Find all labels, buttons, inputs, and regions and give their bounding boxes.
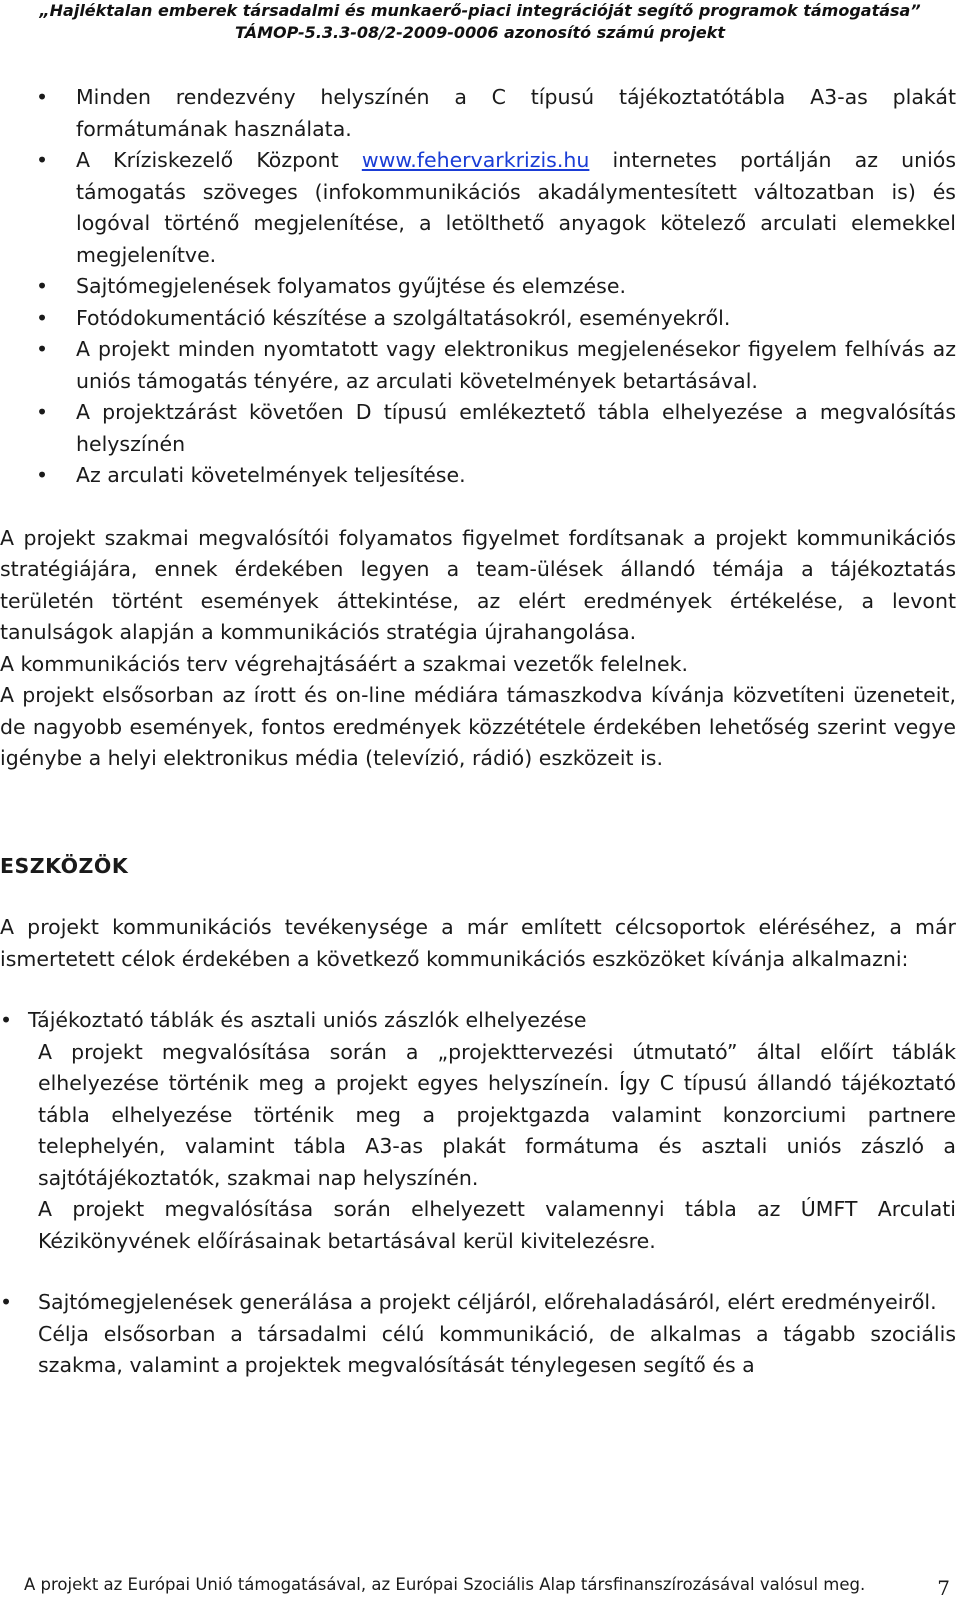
paragraph-block xyxy=(0,523,956,775)
tool-item xyxy=(0,1005,956,1257)
tool-title: Sajtómegjelenések generálása a projekt céljáról, előrehaladásáról, elért eredményeiről. xyxy=(38,1290,937,1314)
page-footer xyxy=(24,1574,950,1600)
list-item: • A projekt minden nyomtatott vagy elektronikus megjelenésekor figyelem felhívás az uniós támogatás tényére, az arculati követelmények betartásával. xyxy=(0,334,956,397)
paragraph: A kommunikációs terv végrehajtásáért a szakmai vezetők felelnek. xyxy=(0,651,688,676)
requirements-list xyxy=(0,82,956,492)
project-id: TÁMOP-5.3.3-08/2-2009-0006 azonosító számú projekt xyxy=(235,23,725,42)
tool-description xyxy=(0,1319,956,1382)
list-item-text: internetes portálján az uniós támogatás szöveges (infokommunikációs akadálymentesített változatban is) és logóval történő megjelenítése, a letölthető anyagok kötelező arculati elemekkel megjelenítve. xyxy=(76,148,957,267)
tool-item xyxy=(0,1287,956,1382)
funding-note: A projekt az Európai Unió támogatásával, az Európai Szociális Alap társfinanszírozásával valósul meg. xyxy=(24,1575,866,1594)
list-item: • Az arculati követelmények teljesítése. xyxy=(0,460,956,492)
list-item: • Sajtómegjelenések folyamatos gyűjtése és elemzése. xyxy=(0,271,956,303)
list-item: • Minden rendezvény helyszínén a C típusú tájékoztatótábla A3-as plakát formátumának használata. xyxy=(0,82,956,145)
section-heading: ESZKÖZÖK xyxy=(0,853,129,878)
bullet-marker: • xyxy=(0,1008,13,1032)
project-title: „Hajléktalan emberek társadalmi és munkaerő-piaci integrációját segítő programok támogatása” xyxy=(39,1,921,20)
paragraph: Célja elsősorban a társadalmi célú kommunikáció, de alkalmas a tágabb szociális szakma, valamint a projektek megvalósítását ténylegesen segítő és a xyxy=(38,1321,956,1377)
list-item-text: A Kríziskezelő Központ xyxy=(76,148,362,172)
tool-title: Tájékoztató táblák és asztali uniós zászlók elhelyezése xyxy=(28,1008,587,1032)
paragraph: A projekt megvalósítása során elhelyezett valamennyi tábla az ÚMFT Arculati Kézikönyvének előírásainak betartásával kerül kivitelezésre. xyxy=(38,1197,956,1253)
paragraph: A projekt megvalósítása során a „projekttervezési útmutató” által előírt táblák elhelyezése történik meg a projekt egyes helyszíneín. Így C típusú állandó tájékoztató tábla elhelyezése történik meg a projektgazda valamint konzorciumi partnere telephelyén, valamint tábla A3-as plakát formátuma és asztali uniós zászló a sajtótájékoztatók, szakmai nap helyszínén. xyxy=(38,1039,956,1190)
paragraph: A projekt szakmai megvalósítói folyamatos figyelmet fordítsanak a projekt kommunikációs stratégiájára, ennek érdekében legyen a team-ülések állandó témája a tájékoztatás területén történt események áttekintése, az elért eredmények értékelése, a levont tanulságok alapján a kommunikációs stratégia újrahangolása. xyxy=(0,525,956,644)
bullet-marker: • xyxy=(0,1290,13,1314)
website-link[interactable]: www.fehervarkrizis.hu xyxy=(361,148,590,172)
section-intro: A projekt kommunikációs tevékenysége a már említett célcsoportok eléréséhez, a már ismertetett célok érdekében a következő kommunikációs eszközöket kívánja alkalmazni: xyxy=(0,915,956,971)
tool-description xyxy=(0,1037,956,1258)
list-item xyxy=(0,145,956,271)
list-item: • A projektzárást követően D típusú emlékeztető tábla elhelyezése a megvalósítás helyszínén xyxy=(0,397,956,460)
page-number: 7 xyxy=(937,1576,950,1600)
document-body xyxy=(0,82,956,1382)
paragraph: A projekt elsősorban az írott és on-line médiára támaszkodva kívánja közvetíteni üzeneteit, de nagyobb események, fontos eredmények közzététele érdekében lehetőség szerint vegye igénybe a helyi elektronikus média (televízió, rádió) eszközeit is. xyxy=(0,683,956,770)
page-header xyxy=(0,0,960,44)
list-item: • Fotódokumentáció készítése a szolgáltatásokról, eseményekről. xyxy=(0,303,956,335)
